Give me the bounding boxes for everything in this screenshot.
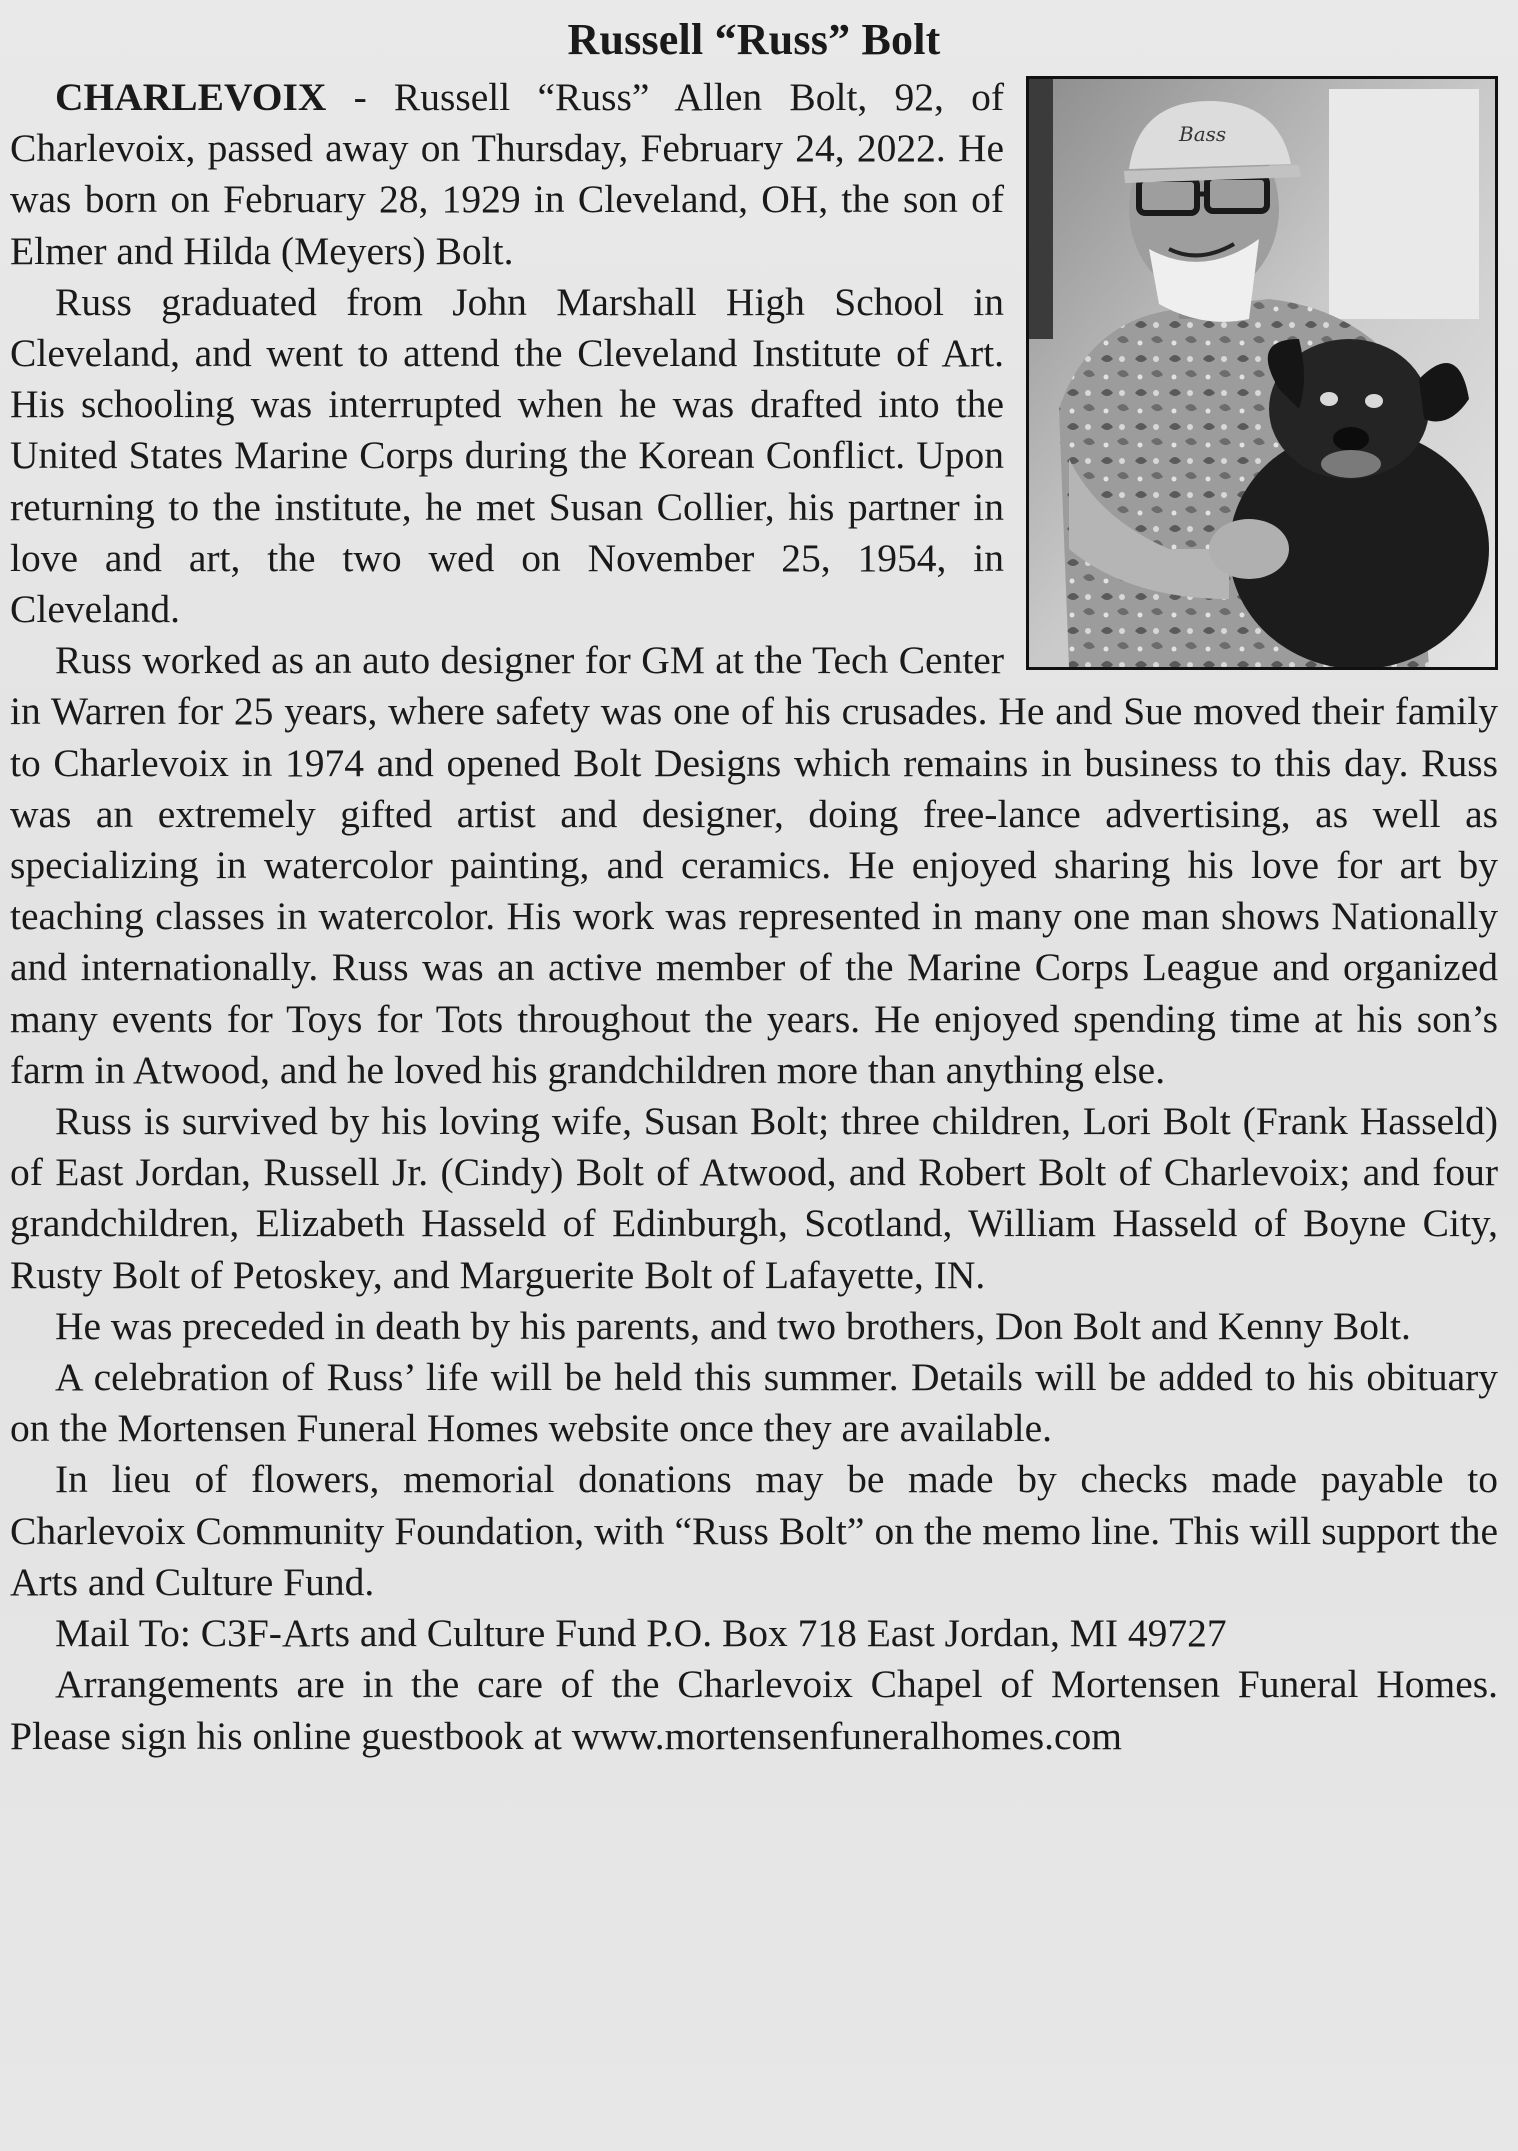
obituary-headline: Russell “Russ” Bolt xyxy=(567,15,941,64)
paragraph-6: A celebration of Russ’ life will be held this summer. Details will be added to his obituary on the Mortensen Funeral Homes website once they are available. xyxy=(10,1355,1498,1451)
paragraph-4: Russ is survived by his loving wife, Susan Bolt; three children, Lori Bolt (Frank Hasseld) of East Jordan, Russell Jr. (Cindy) Bolt of Atwood, and Robert Bolt of Charlevoix; and four grandchildren, Elizabeth Hasseld of Edinburgh, Scotland, William Hasseld of Boyne City, Rusty Bolt of Petoskey, and Marguerite Bolt of Lafayette, IN. xyxy=(10,1099,1498,1297)
dateline: CHARLEVOIX xyxy=(55,75,327,119)
cap-logo-text: Bass xyxy=(1179,122,1227,146)
paragraph-5: He was preceded in death by his parents, and two brothers, Don Bolt and Kenny Bolt. xyxy=(55,1303,1411,1348)
paragraph-1-text: - Russell “Russ” Allen Bolt, 92, of Charlevoix, passed away on Thursday, February 24, 2022. He was born on February 28, 1929 in Cleveland, OH, the son of Elmer and Hilda (Meyers) Bolt. xyxy=(10,75,1004,273)
paragraph-2: Russ graduated from John Marshall High School in Cleveland, and went to attend the Cleveland Institute of Art. His schooling was interrupted when he was drafted into the United States Marine Corps during the Korean Conflict. Upon returning to the institute, he met Susan Collier, his partner in love and art, the two wed on November 25, 1954, in Cleveland. xyxy=(10,279,1004,632)
paragraph-3: Russ worked as an auto designer for GM at the Tech Center in Warren for 25 years, where safety was one of his crusades. He and Sue moved their family to Charlevoix in 1974 and opened Bolt Designs which remains in business to this day. Russ was an extremely gifted artist and designer, doing free-lance advertising, as well as specializing in watercolor painting, and ceramics. He enjoyed sharing his love for art by teaching classes in watercolor. His work was represented in many one man shows Nationally and internationally. Russ was an active member of the Marine Corps League and organized many events for Toys for Tots throughout the years. He enjoyed spending time at his son’s farm in Atwood, and he loved his grandchildren more than anything else. xyxy=(10,638,1498,1092)
paragraph-7: In lieu of flowers, memorial donations may be made by checks made payable to Charlevoix Community Foundation, with “Russ Bolt” on the memo line. This will support the Arts and Culture Fund. xyxy=(10,1457,1498,1604)
obituary-body xyxy=(10,72,1498,1762)
portrait-photo xyxy=(1026,76,1498,670)
paragraph-9: Arrangements are in the care of the Charlevoix Chapel of Mortensen Funeral Homes. Please sign his online guestbook at www.mortensenfuneralhomes.com xyxy=(10,1662,1498,1758)
portrait-illustration xyxy=(1029,79,1495,667)
paragraph-8: Mail To: C3F-Arts and Culture Fund P.O. Box 718 East Jordan, MI 49727 xyxy=(55,1611,1227,1656)
